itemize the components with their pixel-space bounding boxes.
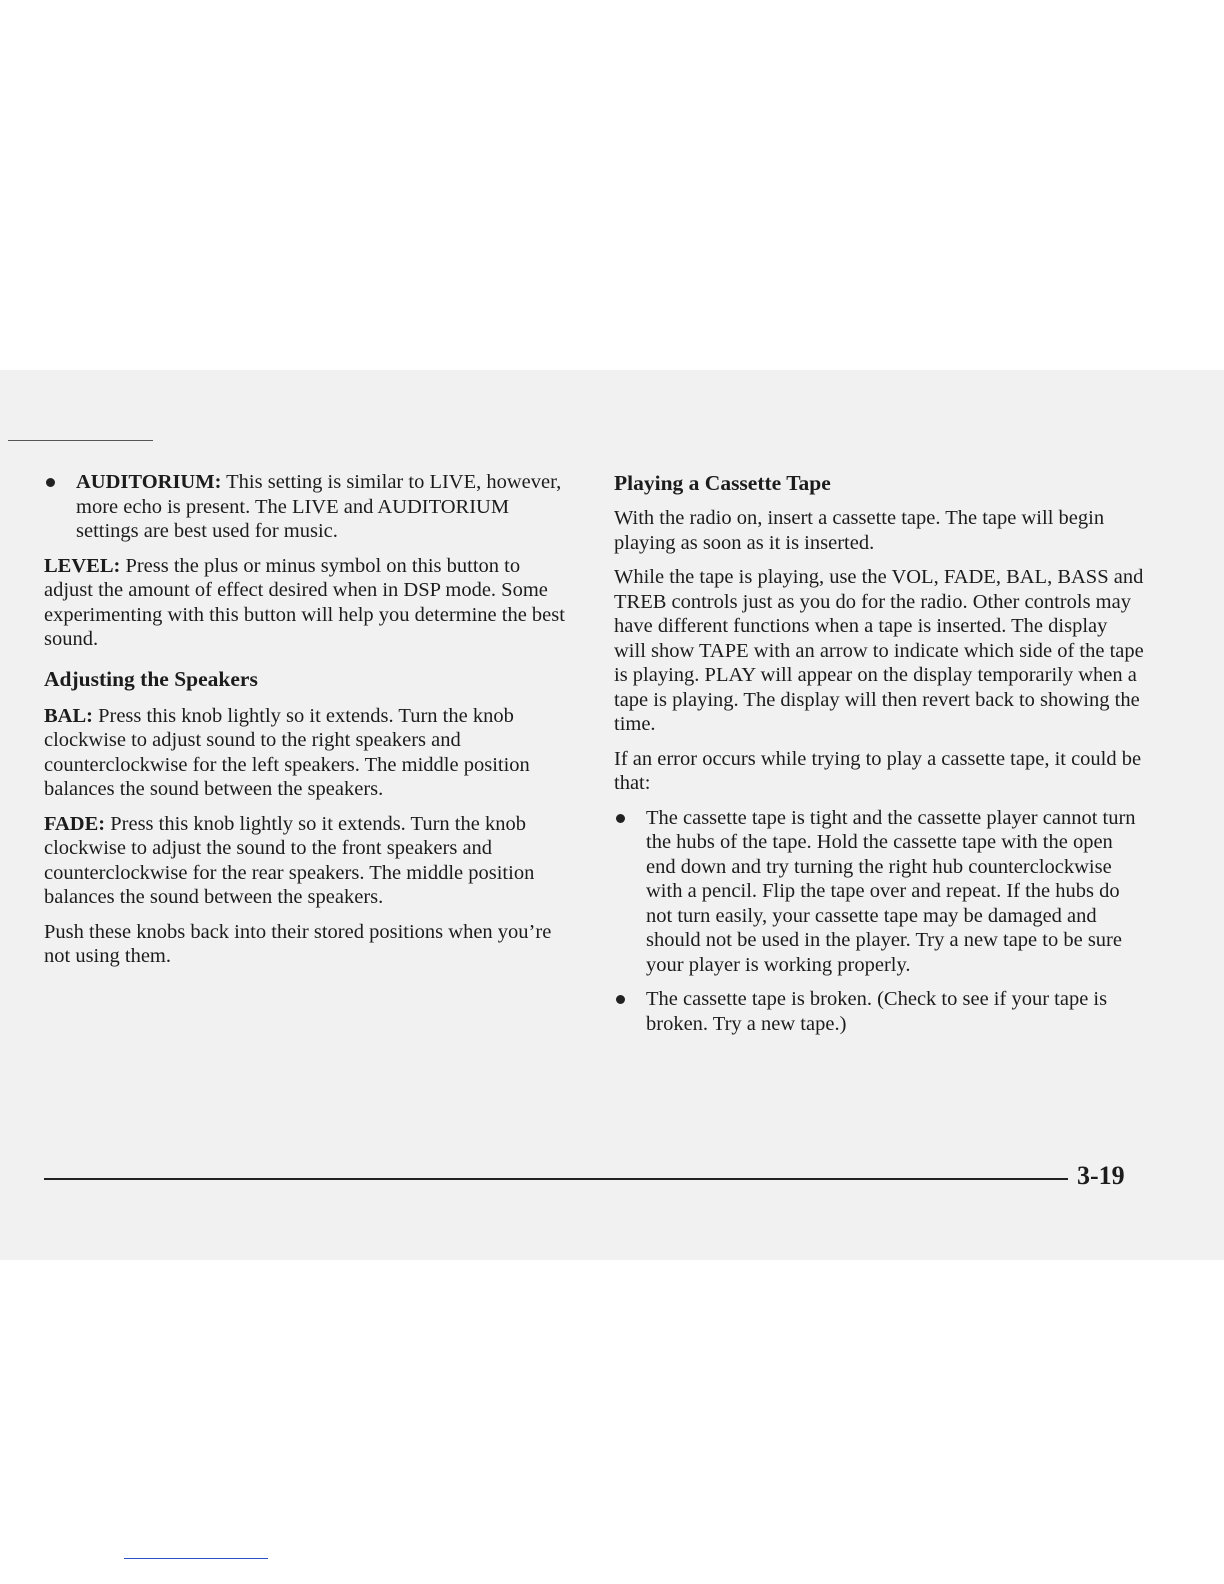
level-text: Press the plus or minus symbol on this button to adjust the amount of effect desired when in DSP mode. Some experimenting with this button will help you determine the best sound. bbox=[44, 554, 565, 650]
cassette-paragraph: With the radio on, insert a cassette tape. The tape will begin playing as soon as it is inserted. bbox=[614, 507, 1105, 554]
link-underline[interactable] bbox=[124, 1558, 268, 1559]
level-paragraph bbox=[44, 554, 574, 652]
push-knobs-paragraph: Push these knobs back into their stored positions when you’re not using them. bbox=[44, 920, 552, 967]
bal-text: Press this knob lightly so it extends. Turn the knob clockwise to adjust sound to the right speakers and counterclockwise for the left speakers. The middle position balances the sound between the speakers. bbox=[44, 704, 530, 800]
auditorium-bullet bbox=[44, 470, 574, 544]
bal-paragraph bbox=[44, 704, 574, 802]
left-column bbox=[44, 470, 574, 979]
auditorium-text: This setting is similar to LIVE, however, more echo is present. The LIVE and AUDITORIUM settings are best used for music. bbox=[76, 471, 562, 542]
bal-term: BAL: bbox=[44, 704, 93, 727]
level-term: LEVEL: bbox=[44, 554, 121, 577]
auditorium-term: AUDITORIUM: bbox=[76, 471, 222, 493]
fade-text: Press this knob lightly so it extends. Turn the knob clockwise to adjust the sound to the front speakers and counterclockwise for the rear speakers. The middle position balances the sound between the speakers. bbox=[44, 812, 535, 908]
page-number: 3-19 bbox=[1077, 1161, 1125, 1190]
top-divider bbox=[8, 440, 153, 441]
error-bullet-text: The cassette tape is tight and the cassette player cannot turn the hubs of the tape. Hold the cassette tape with the open end down and try turning the right hub counterclockwise with a pencil. Flip the tape over and repeat. If the hubs do not turn easily, your cassette tape may be damaged and should not be used in the player. Try a new tape to be sure your player is working properly. bbox=[646, 806, 1136, 976]
error-bullet bbox=[614, 987, 1144, 1036]
footer-rule bbox=[44, 1178, 1068, 1180]
bullet-dot-icon bbox=[616, 814, 625, 823]
fade-paragraph bbox=[44, 812, 574, 910]
error-bullet bbox=[614, 806, 1144, 978]
speakers-heading: Adjusting the Speakers bbox=[44, 666, 258, 691]
cassette-paragraph: While the tape is playing, use the VOL, FADE, BAL, BASS and TREB controls just as you do for the radio. Other controls may have different functions when a tape is inserted. The display will show TAPE with an arrow to indicate which side of the tape is playing. PLAY will appear on the display temporarily when a tape is playing. The display will then revert back to showing the time. bbox=[614, 566, 1144, 735]
error-bullet-text: The cassette tape is broken. (Check to see if your tape is broken. Try a new tape.) bbox=[646, 988, 1108, 1035]
bullet-dot-icon bbox=[616, 995, 625, 1004]
bullet-dot-icon bbox=[46, 478, 55, 487]
right-column bbox=[614, 470, 1144, 1046]
fade-term: FADE: bbox=[44, 812, 106, 835]
cassette-heading: Playing a Cassette Tape bbox=[614, 471, 831, 495]
cassette-paragraph: If an error occurs while trying to play a cassette tape, it could be that: bbox=[614, 747, 1142, 794]
